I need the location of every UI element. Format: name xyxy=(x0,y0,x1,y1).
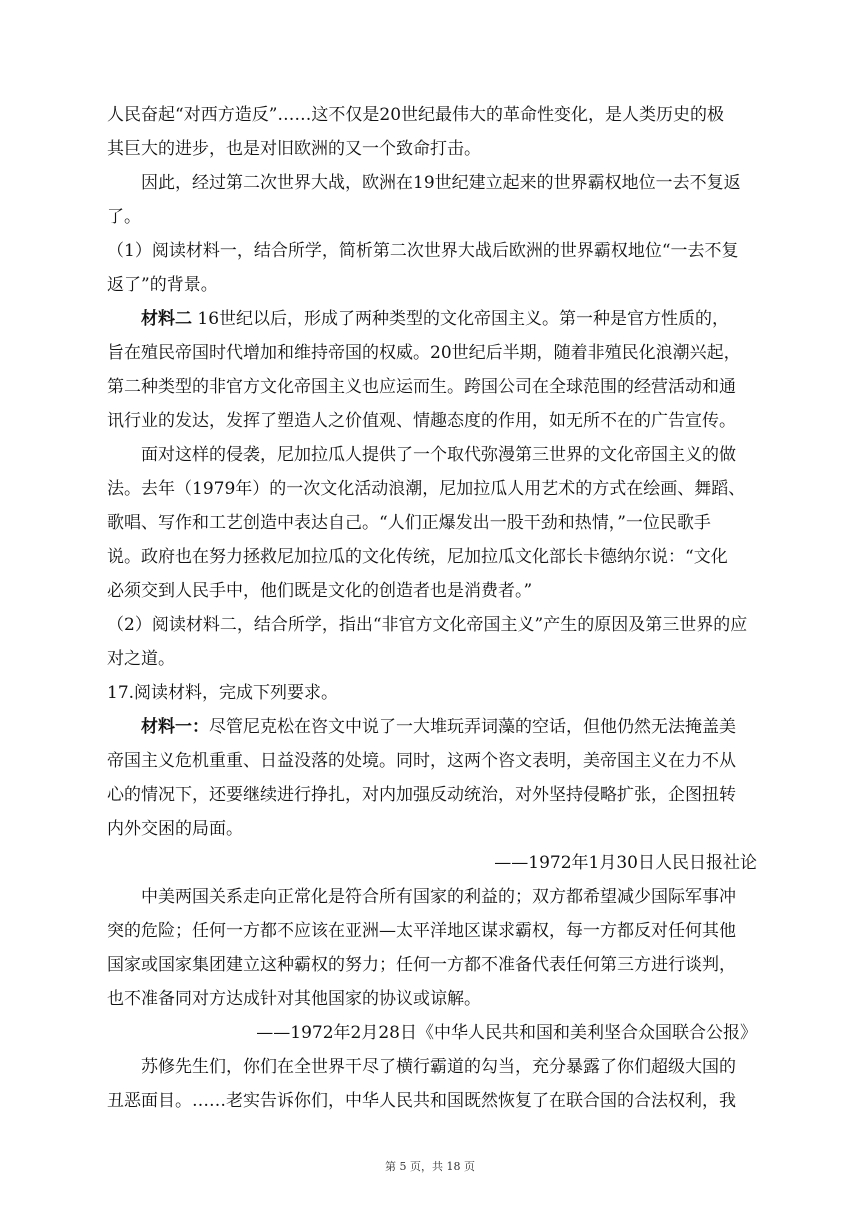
text-line: 说。政府也在努力拯救尼加拉瓜的文化传统，尼加拉瓜文化部长卡德纳尔说：“文化 xyxy=(107,547,728,567)
text-line: 丑恶面目。……老实告诉你们，中华人民共和国既然恢复了在联合国的合法权利，我 xyxy=(107,1091,736,1111)
text-line: 人民奋起“对西方造反”……这不仅是20世纪最伟大的革命性变化，是人类历史的极 xyxy=(107,105,725,125)
question-line: 对之道。 xyxy=(107,649,175,669)
material-label: 材料二 xyxy=(141,309,192,329)
material-line xyxy=(107,302,757,336)
text-line: 面对这样的侵袭，尼加拉瓜人提供了一个取代弥漫第三世界的文化帝国主义的做 xyxy=(141,445,736,465)
source-citation: ——1972年1月30日人民日报社论 xyxy=(494,853,757,873)
text-line: 讯行业的发达，发挥了塑造人之价值观、情趣态度的作用，如无所不在的广告宣传。 xyxy=(107,411,736,431)
page-number-footer: 第 5 页，共 18 页 xyxy=(385,1160,475,1173)
text-line: 国家或国家集团建立这种霸权的努力；任何一方都不准备代表任何第三方进行谈判， xyxy=(107,955,736,975)
text-line: 了。 xyxy=(107,207,141,227)
question-line: （2）阅读材料二，结合所学，指出“非官方文化帝国主义”产生的原因及第三世界的应 xyxy=(107,615,748,635)
question-line: （1）阅读材料一，结合所学，简析第二次世界大战后欧洲的世界霸权地位“一去不复 xyxy=(107,241,739,261)
question-heading: 17.阅读材料，完成下列要求。 xyxy=(107,683,339,703)
material-line xyxy=(107,710,757,744)
page-body xyxy=(107,98,757,1118)
text-line: 法。去年（1979年）的一次文化活动浪潮，尼加拉瓜人用艺术的方式在绘画、舞蹈、 xyxy=(107,479,746,499)
text-line: 其巨大的进步，也是对旧欧洲的又一个致命打击。 xyxy=(107,139,481,159)
text-line: 也不准备同对方达成针对其他国家的协议或谅解。 xyxy=(107,989,481,1009)
text-line: 旨在殖民帝国时代增加和维持帝国的权威。20世纪后半期，随着非殖民化浪潮兴起， xyxy=(107,343,741,363)
text-line: 内外交困的局面。 xyxy=(107,819,243,839)
source-citation: ——1972年2月28日《中华人民共和国和美利坚合众国联合公报》 xyxy=(256,1023,757,1043)
text-line: 第二种类型的非官方文化帝国主义也应运而生。跨国公司在全球范围的经营活动和通 xyxy=(107,377,736,397)
text-line: 因此，经过第二次世界大战，欧洲在19世纪建立起来的世界霸权地位一去不复返 xyxy=(141,173,741,193)
text-line: 歌唱、写作和工艺创造中表达自己。“人们正爆发出一股干劲和热情，”一位民歌手 xyxy=(107,513,711,533)
text-line: 心的情况下，还要继续进行挣扎，对内加强反动统治，对外坚持侵略扩张，企图扭转 xyxy=(107,785,736,805)
material-label: 材料一： xyxy=(141,717,209,737)
text-line: 必须交到人民手中，他们既是文化的创造者也是消费者。” xyxy=(107,581,533,601)
text-line: 中美两国关系走向正常化是符合所有国家的利益的；双方都希望减少国际军事冲 xyxy=(141,887,736,907)
text-line: 苏修先生们，你们在全世界干尽了横行霸道的勾当，充分暴露了你们超级大国的 xyxy=(141,1057,736,1077)
text-line: 帝国主义危机重重、日益没落的处境。同时，这两个咨文表明，美帝国主义在力不从 xyxy=(107,751,736,771)
text-line: 突的危险；任何一方都不应该在亚洲—太平洋地区谋求霸权，每一方都反对任何其他 xyxy=(107,921,736,941)
material-text: 16世纪以后，形成了两种类型的文化帝国主义。第一种是官方性质的， xyxy=(197,309,730,329)
question-line: 返了”的背景。 xyxy=(107,275,218,295)
material-text: 尽管尼克松在咨文中说了一大堆玩弄词藻的空话，但他仍然无法掩盖美 xyxy=(209,717,736,737)
